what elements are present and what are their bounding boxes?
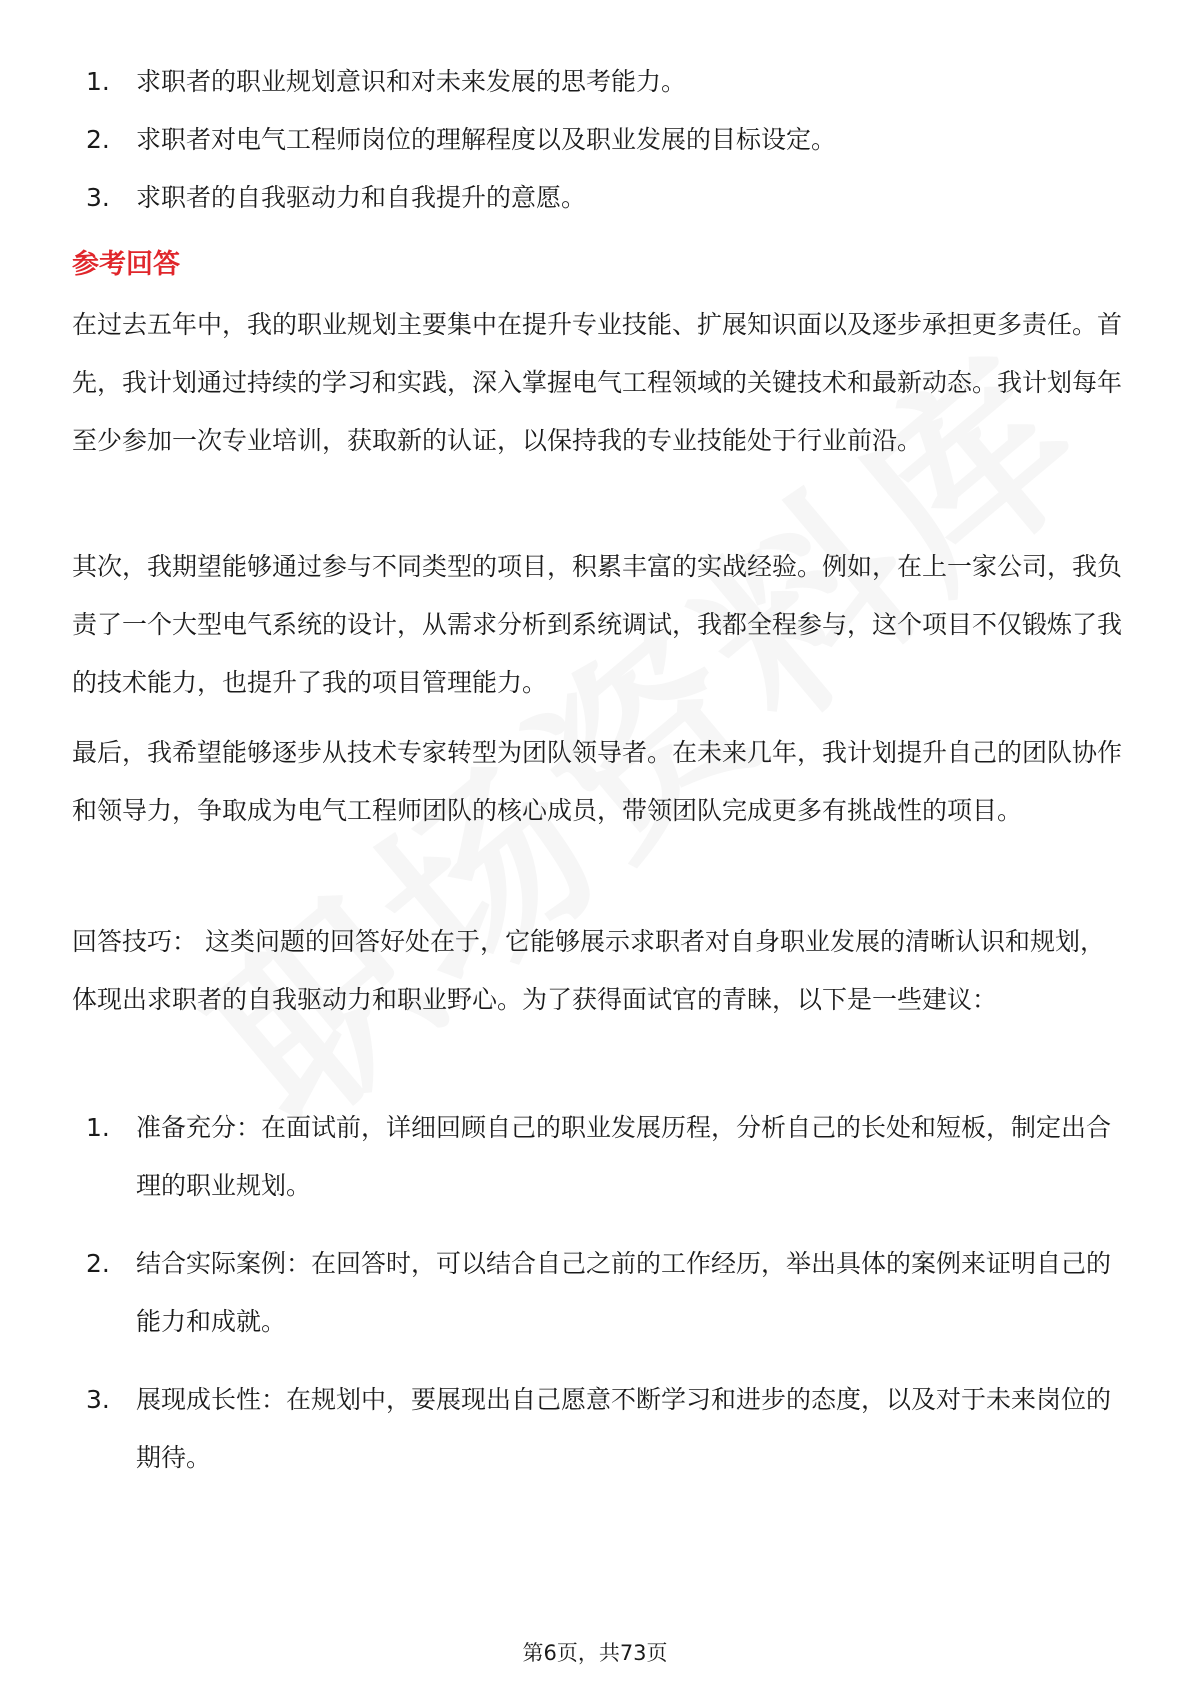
answer-paragraph: 其次，我期望能够通过参与不同类型的项目，积累丰富的实战经验。例如，在上一家公司，我负责了一个大型电气系统的设计，从需求分析到系统调试，我都全程参与，这个项目不仅锻炼了我的技术能力，也提升了我的项目管理能力。: [72, 552, 1123, 697]
tips-intro-paragraph: 回答技巧： 这类问题的回答好处在于，它能够展示求职者对自身职业发展的清晰认识和规划，体现出求职者的自我驱动力和职业野心。为了获得面试官的青睐，以下是一些建议：: [72, 927, 1105, 1014]
list-item: [72, 1371, 1122, 1487]
tips-list: [72, 1099, 1122, 1487]
list-number: 1.: [86, 67, 110, 96]
section-title: 参考回答: [72, 249, 180, 280]
list-item: [72, 169, 1122, 227]
list-number: 1.: [86, 1113, 110, 1142]
list-item: [72, 1235, 1122, 1351]
list-number: 3.: [86, 183, 110, 212]
list-text: 求职者的职业规划意识和对未来发展的思考能力。: [136, 67, 687, 96]
list-item: [72, 111, 1122, 169]
list-text: 展现成长性：在规划中，要展现出自己愿意不断学习和进步的态度，以及对于未来岗位的期待。: [136, 1385, 1112, 1472]
list-text: 求职者对电气工程师岗位的理解程度以及职业发展的目标设定。: [136, 125, 837, 154]
evaluation-points-list: [72, 53, 1122, 227]
answer-paragraph: 在过去五年中，我的职业规划主要集中在提升专业技能、扩展知识面以及逐步承担更多责任。首先，我计划通过持续的学习和实践，深入掌握电气工程领域的关键技术和最新动态。我计划每年至少参加一次专业培训，获取新的认证，以保持我的专业技能处于行业前沿。: [72, 310, 1123, 455]
list-number: 3.: [86, 1385, 110, 1414]
list-item: [72, 53, 1122, 111]
list-item: [72, 1099, 1122, 1215]
list-number: 2.: [86, 1249, 110, 1278]
list-text: 结合实际案例：在回答时，可以结合自己之前的工作经历，举出具体的案例来证明自己的能力和成就。: [136, 1249, 1112, 1336]
page-number-footer: 第6页，共73页: [522, 1641, 668, 1665]
list-number: 2.: [86, 125, 110, 154]
answer-paragraph: 最后，我希望能够逐步从技术专家转型为团队领导者。在未来几年，我计划提升自己的团队协作和领导力，争取成为电气工程师团队的核心成员，带领团队完成更多有挑战性的项目。: [72, 738, 1123, 825]
list-text: 准备充分：在面试前，详细回顾自己的职业发展历程，分析自己的长处和短板，制定出合理的职业规划。: [136, 1113, 1112, 1200]
list-text: 求职者的自我驱动力和自我提升的意愿。: [136, 183, 587, 212]
